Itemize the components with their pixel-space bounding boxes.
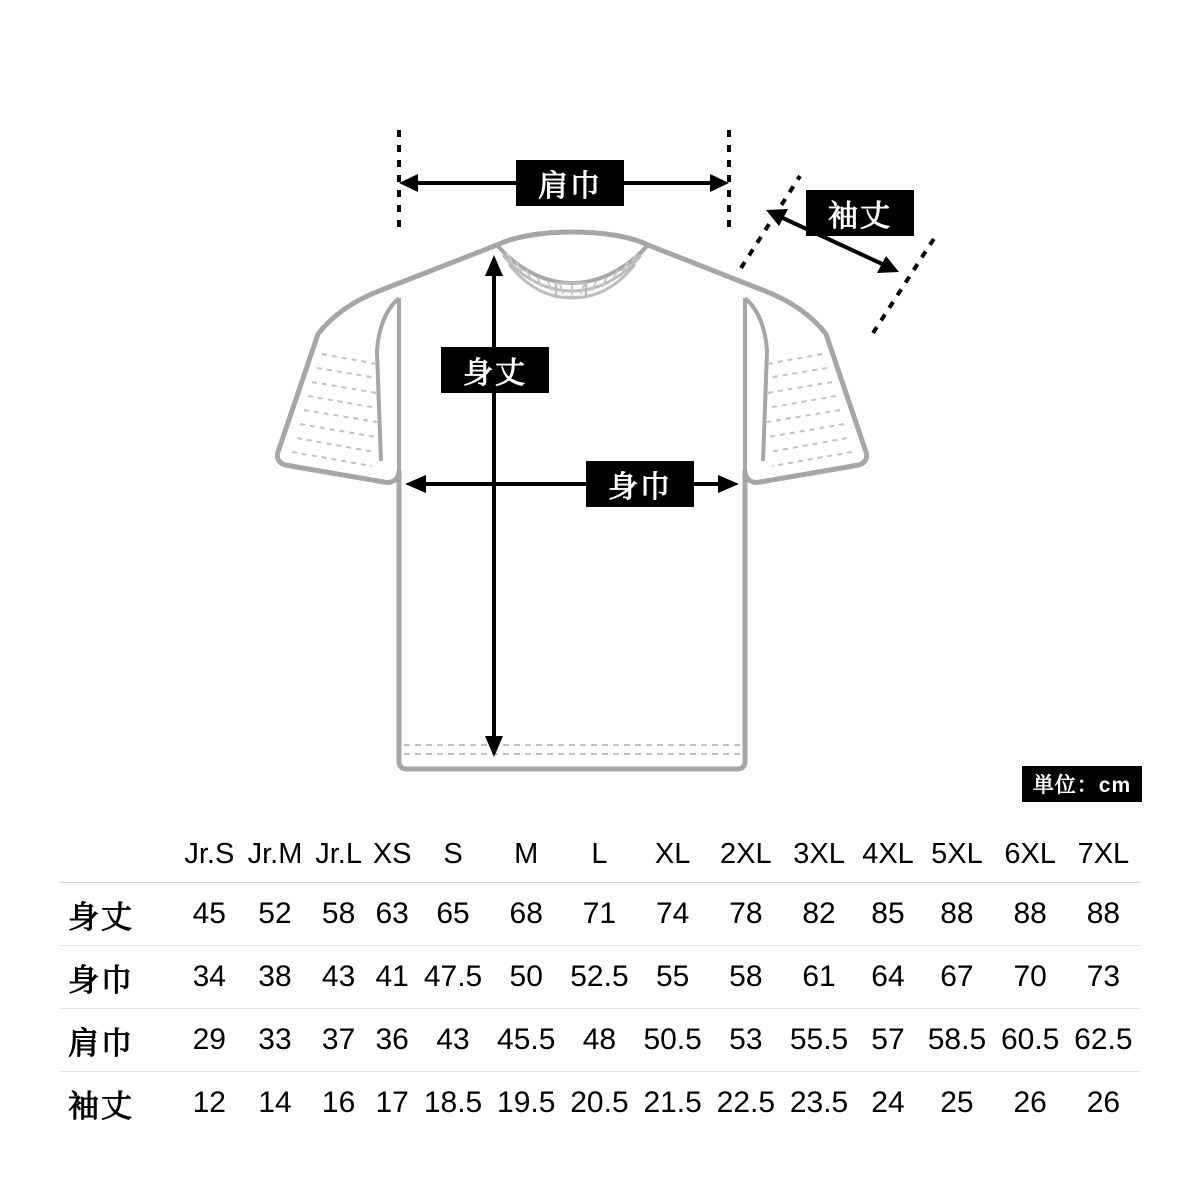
cell-value: 58 (729, 960, 763, 993)
cell-value: 22.5 (716, 1086, 776, 1119)
header-cell-size: 3XL (782, 826, 855, 883)
size-chart-header (60, 826, 1140, 883)
cell-value: 34 (192, 960, 226, 993)
bottom-hem-stitching (404, 745, 740, 754)
header-cell-size: XS (368, 826, 417, 883)
cell-value: 71 (582, 897, 617, 930)
cell-value: 25 (940, 1086, 974, 1119)
cell-value: 88 (940, 897, 974, 930)
row-label: 肩巾 (68, 1025, 134, 1061)
cell-value: 26 (1086, 1086, 1121, 1119)
cell-value: 38 (258, 960, 292, 993)
cell-value: 47.5 (423, 960, 483, 993)
table-row (60, 1009, 1140, 1072)
cell-value: 50.5 (643, 1023, 702, 1056)
sleeve-seams (377, 298, 767, 471)
cell-value: 43 (436, 1023, 470, 1056)
cell-value: 36 (375, 1023, 409, 1056)
cell-value: 58.5 (927, 1023, 987, 1056)
cell-value: 43 (321, 960, 356, 993)
tshirt-outline (277, 232, 866, 769)
cell-value: 65 (436, 897, 470, 930)
header-cell-size: L (563, 826, 636, 883)
header-cell-size: 6XL (994, 826, 1067, 883)
cell-value: 88 (1013, 897, 1047, 930)
cell-value: 73 (1086, 960, 1121, 993)
row-label: 身巾 (68, 962, 134, 998)
header-cell-size: S (416, 826, 489, 883)
cell-value: 85 (871, 897, 905, 930)
cell-value: 16 (321, 1086, 356, 1119)
cell-value: 52.5 (570, 960, 629, 993)
cell-value: 45.5 (497, 1023, 556, 1056)
cell-value: 61 (802, 960, 836, 993)
cell-value: 67 (940, 960, 974, 993)
label-sleeve-length: 袖丈 (806, 190, 914, 236)
row-label: 身丈 (68, 899, 134, 935)
cell-value: 55.5 (789, 1023, 849, 1056)
cell-value: 12 (192, 1086, 226, 1119)
cell-value: 78 (729, 897, 763, 930)
cell-value: 14 (258, 1086, 292, 1119)
cell-value: 68 (509, 897, 543, 930)
label-shoulder-width: 肩巾 (516, 160, 624, 206)
cell-value: 70 (1013, 960, 1047, 993)
table-header-row (60, 826, 1140, 883)
cell-value: 19.5 (497, 1086, 556, 1119)
header-cell-size: Jr.L (309, 826, 368, 883)
cell-value: 48 (582, 1023, 617, 1056)
cell-value: 17 (375, 1086, 409, 1119)
length-dimension-arrow (485, 255, 503, 757)
cell-value: 18.5 (423, 1086, 483, 1119)
cell-value: 58 (321, 897, 356, 930)
header-cell-corner (60, 826, 178, 883)
cell-value: 57 (871, 1023, 905, 1056)
table-row (60, 946, 1140, 1009)
row-label: 袖丈 (68, 1088, 134, 1124)
cell-value: 26 (1013, 1086, 1047, 1119)
label-body-length: 身丈 (441, 347, 549, 393)
cell-value: 62.5 (1074, 1023, 1133, 1056)
cell-value: 20.5 (570, 1086, 629, 1119)
cell-value: 74 (655, 897, 690, 930)
collar-detail (497, 245, 648, 298)
cell-value: 52 (258, 897, 292, 930)
header-cell-size: Jr.M (241, 826, 310, 883)
cell-value: 82 (802, 897, 836, 930)
cell-value: 55 (655, 960, 690, 993)
header-cell-size: 7XL (1067, 826, 1140, 883)
cell-value: 41 (375, 960, 409, 993)
cell-value: 33 (258, 1023, 292, 1056)
header-cell-size: 5XL (920, 826, 993, 883)
cell-value: 50 (509, 960, 543, 993)
table-row (60, 1072, 1140, 1135)
cell-value: 63 (375, 897, 409, 930)
cell-value: 45 (192, 897, 226, 930)
cell-value: 64 (871, 960, 905, 993)
header-cell-size: XL (636, 826, 709, 883)
header-cell-size: 2XL (709, 826, 782, 883)
cell-value: 21.5 (643, 1086, 702, 1119)
label-unit-note: 単位：cm (1022, 766, 1142, 802)
cell-value: 37 (321, 1023, 356, 1056)
header-cell-size: M (490, 826, 563, 883)
size-chart-body (60, 883, 1140, 1135)
cell-value: 23.5 (789, 1086, 849, 1119)
label-body-width: 身巾 (586, 461, 694, 507)
table-row (60, 883, 1140, 946)
header-cell-size: 4XL (856, 826, 921, 883)
cell-value: 53 (729, 1023, 763, 1056)
header-cell-size: Jr.S (178, 826, 241, 883)
cell-value: 60.5 (1000, 1023, 1060, 1056)
size-chart-table (60, 826, 1140, 1134)
cell-value: 29 (192, 1023, 226, 1056)
cell-value: 24 (871, 1086, 905, 1119)
cell-value: 88 (1086, 897, 1121, 930)
